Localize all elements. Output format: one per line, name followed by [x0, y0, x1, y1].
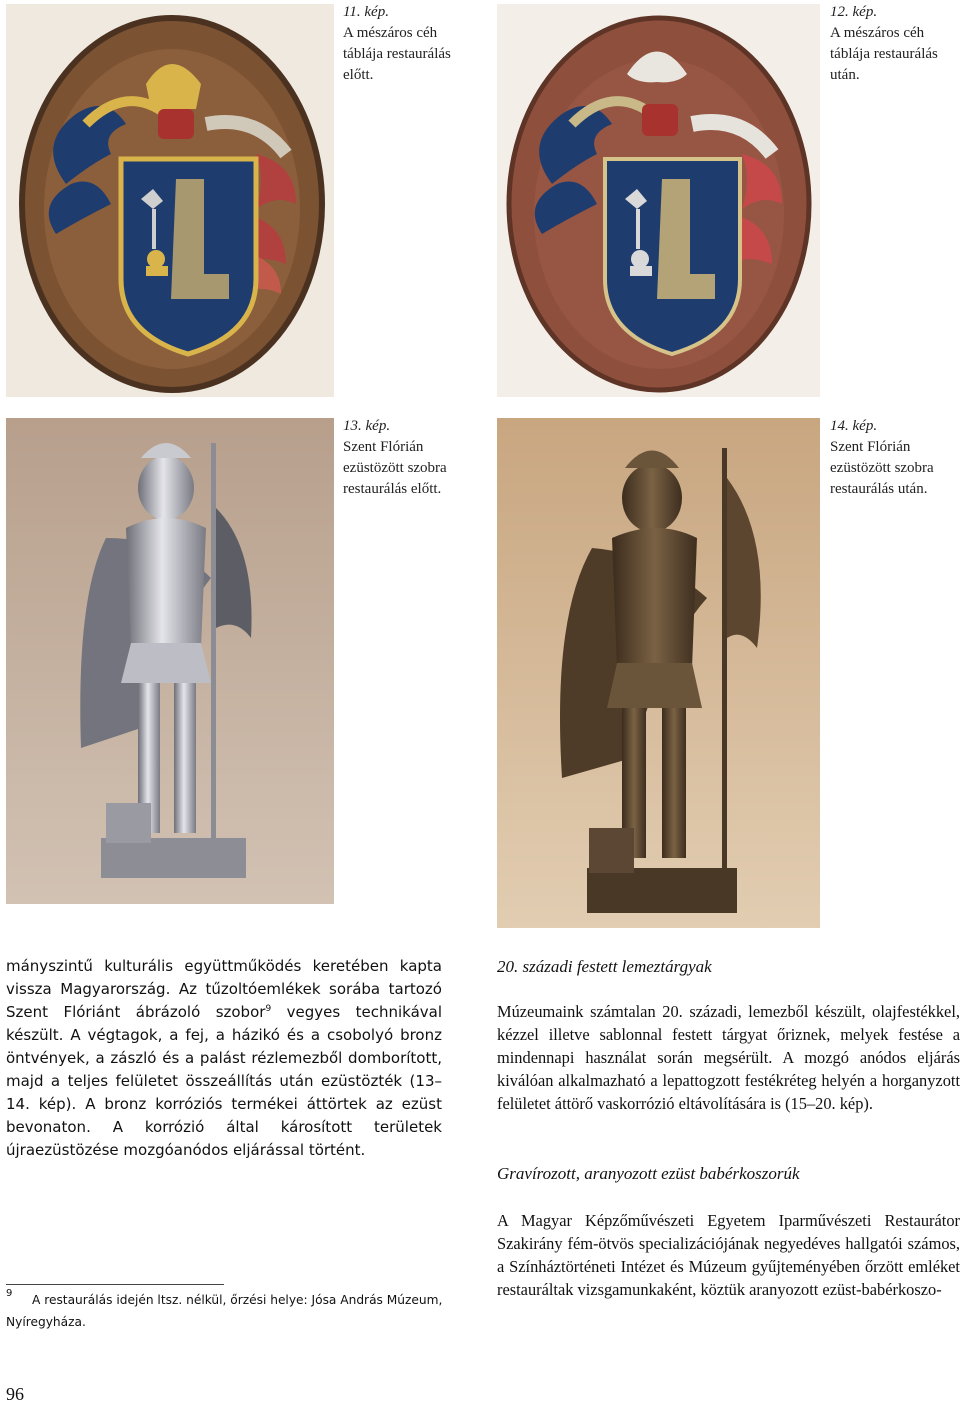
- footnote-reference[interactable]: 9: [265, 1004, 272, 1014]
- left-column-paragraph: [6, 955, 442, 1162]
- image-guild-plate-before: [6, 4, 334, 397]
- caption-12-text: A mészáros céh táblája restaurálás után.: [830, 25, 938, 83]
- footnote-text-line2: Nyíregyháza.: [6, 1315, 86, 1329]
- image-guild-plate-after: [497, 4, 820, 397]
- caption-12: [830, 2, 960, 86]
- caption-14-number: 14. kép.: [830, 418, 878, 434]
- footnote-text-line1: A restaurálás idején ltsz. nélkül, őrzési helye: Jósa András Múzeum,: [32, 1293, 443, 1307]
- left-paragraph-part1: mányszintű kulturális együttműködés keretében kapta vissza Magyarország. Az tűzoltóemlékek sorába tartozó Szent Flóriánt ábrázoló szobor: [6, 957, 442, 1021]
- caption-11: [343, 2, 473, 86]
- footnote-divider: [6, 1284, 224, 1285]
- section-heading-painted-sheet-objects: 20. századi festett lemeztárgyak: [497, 957, 712, 976]
- caption-12-number: 12. kép.: [830, 4, 878, 20]
- image-statue-before: [6, 418, 334, 904]
- footnote: [6, 1289, 476, 1333]
- caption-14: [830, 416, 960, 500]
- page-number: 96: [6, 1384, 24, 1404]
- caption-13-text: Szent Flórián ezüstözött szobra restaurálás előtt.: [343, 439, 447, 497]
- image-statue-after: [497, 418, 820, 928]
- left-paragraph-part2: vegyes technikával készült. A végtagok, a fej, a házikó és a csobolyó bronz öntvények, a zászló és a palást rézlemezből domborított, majd a teljes felületet összeállítás után ezüstözték (13–14. kép). A bronz korróziós termékei áttörtek az ezüst bevonaton. A korrózió által károsított területek újraezüstözése mozgóanódos eljárással történt.: [6, 1003, 442, 1159]
- caption-11-number: 11. kép.: [343, 4, 389, 20]
- section-heading-laurel-wreaths: Gravírozott, aranyozott ezüst babérkoszorúk: [497, 1164, 800, 1183]
- right-column-paragraph-1: Múzeumaink számtalan 20. századi, lemezből készült, olajfestékkel, kézzel illetve sablonnal festett tárgyat őriznek, melyek festése a mindennapi használat során megsérült. A mozgó anódos eljárás kiválóan alkalmazható a lepattogzott festékréteg helyén a horganyzott felületet áttörő vaskorrózió eltávolítására is (15–20. kép).: [497, 1002, 960, 1113]
- caption-14-text: Szent Flórián ezüstözött szobra restaurálás után.: [830, 439, 934, 497]
- statue-after-illustration: [497, 418, 820, 928]
- statue-before-illustration: [6, 418, 334, 904]
- caption-13-number: 13. kép.: [343, 418, 391, 434]
- footnote-number: 9: [6, 1288, 13, 1299]
- caption-11-text: A mészáros céh táblája restaurálás előtt.: [343, 25, 451, 83]
- guild-plate-after-illustration: [497, 4, 820, 397]
- guild-plate-before-illustration: [6, 4, 334, 397]
- caption-13: [343, 416, 473, 500]
- right-column-paragraph-2: A Magyar Képzőművészeti Egyetem Iparművészeti Restaurátor Szakirány fém-ötvös specializációjának negyedéves hallgatói számos, a Színháztörténeti Intézet és Múzeum gyűjteményében őrzött emléket restauráltak vizsgamunkaként, köztük aranyozott ezüst-babérkoszo-: [497, 1211, 960, 1299]
